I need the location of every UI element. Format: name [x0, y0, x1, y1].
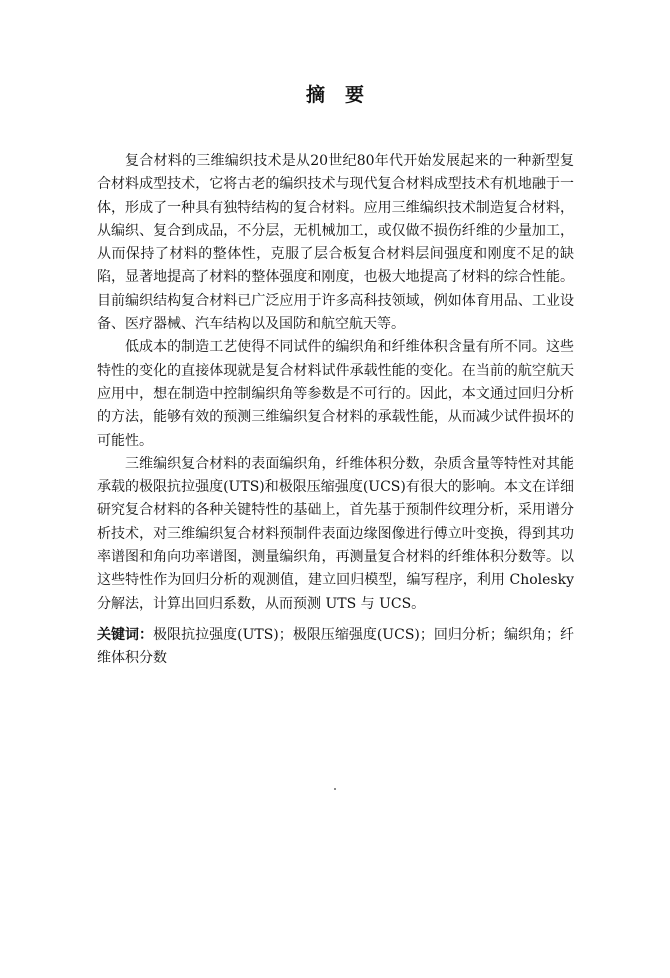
- abstract-body: [97, 150, 574, 616]
- page-mark-dot: [334, 788, 336, 790]
- abstract-title: 摘要: [305, 84, 384, 106]
- keywords-line: [97, 624, 574, 671]
- abstract-paragraph-2: 低成本的制造工艺使得不同试件的编织角和纤维体积含量有所不同。这些特性的变化的直接体现就是复合材料试件承载性能的变化。在当前的航空航天应用中，想在制造中控制编织角等参数是不可行的。因此，本文通过回归分析的方法，能够有效的预测三维编织复合材料的承载性能，从而减少试件损坏的可能性。: [97, 339, 574, 449]
- abstract-paragraph-3: 三维编织复合材料的表面编织角，纤维体积分数，杂质含量等特性对其能承载的极限抗拉强度(UTS)和极限压缩强度(UCS)有很大的影响。本文在详细研究复合材料的各种关键特性的基础上，首先基于预制件纹理分析，采用谱分析技术，对三维编织复合材料预制件表面边缘图像进行傅立叶变换，得到其功率谱图和角向功率谱图，测量编织角，再测量复合材料的纤维体积分数等。以这些特性作为回归分析的观测值，建立回归模型，编写程序，利用 Cholesky 分解法，计算出回归系数，从而预测 UTS 与 UCS。: [97, 455, 574, 612]
- keywords-text: 极限抗拉强度(UTS)；极限压缩强度(UCS)；回归分析；编织角；纤维体积分数: [97, 627, 574, 667]
- abstract-paragraph-1: 复合材料的三维编织技术是从20世纪80年代开始发展起来的一种新型复合材料成型技术，它将古老的编织技术与现代复合材料成型技术有机地融于一体，形成了一种具有独特结构的复合材料。应用三维编织技术制造复合材料，从编织、复合到成品，不分层，无机械加工，或仅做不损伤纤维的少量加工，从而保持了材料的整体性，克服了层合板复合材料层间强度和刚度不足的缺陷，显著地提高了材料的整体强度和刚度，也极大地提高了材料的综合性能。目前编织结构复合材料已广泛应用于许多高科技领域，例如体育用品、工业设备、医疗器械、汽车结构以及国防和航空航天等。: [97, 153, 574, 333]
- keywords-label: 关键词：: [97, 627, 154, 643]
